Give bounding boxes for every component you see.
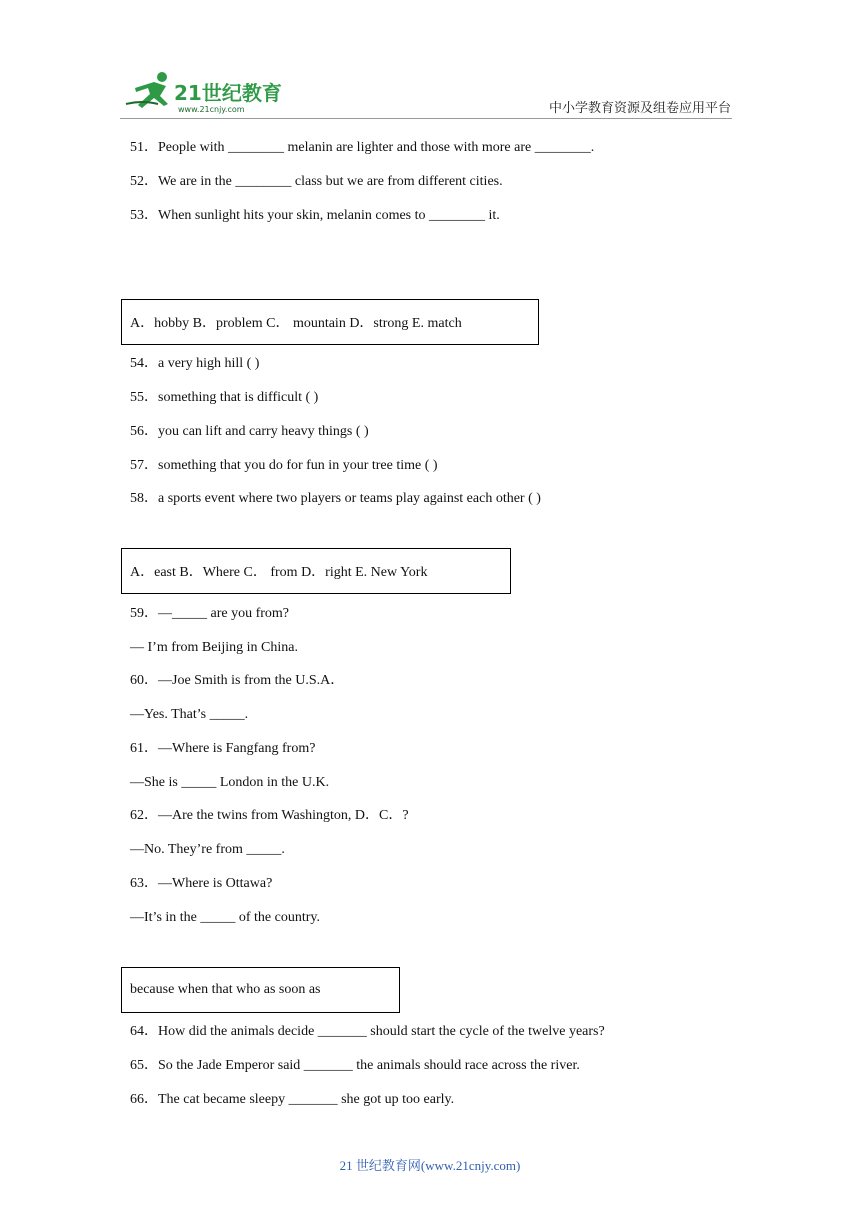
question-61-prompt: 61．—Where is Fangfang from? [130, 741, 316, 756]
question-65: 65．So the Jade Emperor said _______ the animals should race across the river. [130, 1058, 580, 1073]
question-56: 56．you can lift and carry heavy things ( ) [130, 424, 369, 439]
site-logo [122, 70, 292, 115]
question-63-reply: —It’s in the _____ of the country. [130, 910, 321, 925]
word-bank-3: because when that who as soon as [121, 967, 400, 1013]
logo-text: 21世纪教育 [174, 81, 282, 105]
question-59-reply: — I’m from Beijing in China. [130, 640, 298, 655]
header-divider [120, 118, 732, 119]
question-53: 53．When sunlight hits your skin, melanin comes to ________ it. [130, 208, 500, 223]
question-57: 57．something that you do for fun in your tree time ( ) [130, 458, 438, 473]
question-64: 64．How did the animals decide _______ should start the cycle of the twelve years? [130, 1024, 605, 1039]
question-62-reply: —No. They’re from _____. [130, 842, 285, 857]
question-63-prompt: 63．—Where is Ottawa? [130, 876, 273, 891]
question-60-prompt: 60．—Joe Smith is from the U.S.A． [130, 673, 345, 688]
question-52: 52．We are in the ________ class but we are from different cities. [130, 174, 503, 189]
question-54: 54．a very high hill ( ) [130, 356, 260, 371]
question-55: 55．something that is difficult ( ) [130, 390, 319, 405]
word-bank-2: A．east B．Where C． from D．right E. New York [121, 548, 511, 594]
question-59-prompt: 59．—_____ are you from? [130, 606, 290, 621]
question-62-prompt: 62．—Are the twins from Washington, D．C．? [130, 808, 409, 823]
runner-icon [126, 72, 168, 108]
question-58: 58．a sports event where two players or teams play against each other ( ) [130, 491, 541, 506]
question-61-reply: —She is _____ London in the U.K. [130, 775, 330, 790]
question-66: 66．The cat became sleepy _______ she got up too early. [130, 1092, 455, 1107]
question-51: 51．People with ________ melanin are lighter and those with more are ________. [130, 140, 595, 155]
word-bank-1: A．hobby B．problem C． mountain D．strong E. match [121, 299, 539, 345]
header-platform-text: 中小学教育资源及组卷应用平台 [549, 100, 732, 115]
question-60-reply: —Yes. That’s _____. [130, 707, 249, 722]
logo-url: www.21cnjy.com [178, 105, 245, 114]
footer-link[interactable]: 21 世纪教育网(www.21cnjy.com) [339, 1158, 521, 1173]
